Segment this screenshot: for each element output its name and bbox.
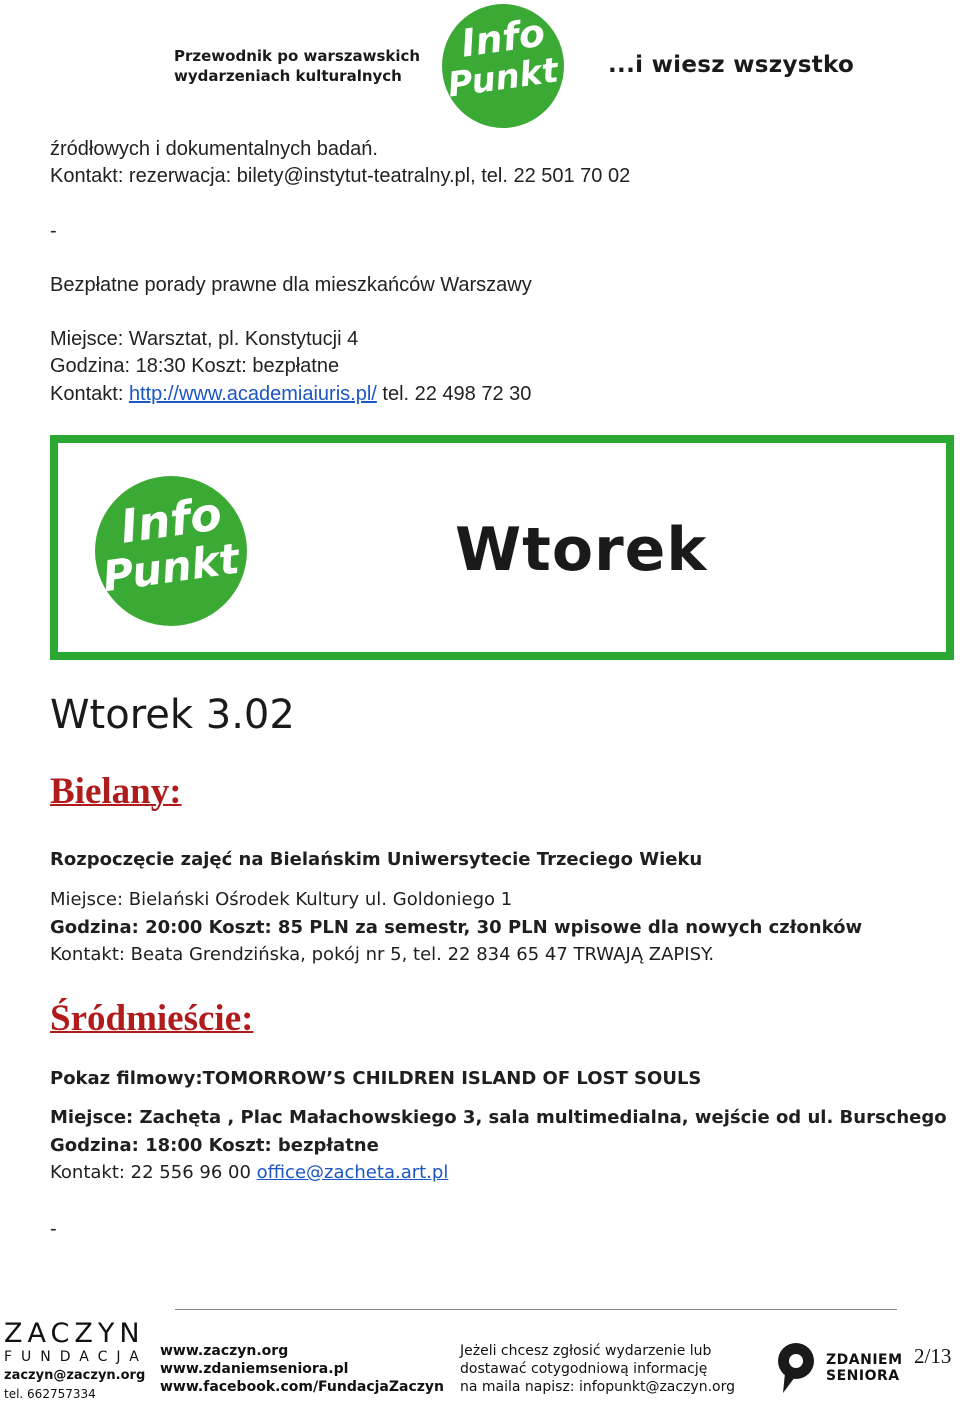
srodmiescie-event-place: Miejsce: Zachęta , Plac Małachowskiego 3, sala multimedialna, wejście od ul. Burschego bbox=[50, 1107, 947, 1128]
day-title: Wtorek 3.02 bbox=[50, 692, 295, 738]
district-heading-srodmiescie: Śródmieście: bbox=[50, 998, 254, 1039]
separator-dash-bottom: - bbox=[50, 1218, 57, 1240]
prev-event-text: źródłowych i dokumentalnych badań. bbox=[50, 138, 378, 160]
footer-email: zaczyn@zaczyn.org bbox=[4, 1368, 146, 1383]
zdaniem-seniora-icon bbox=[775, 1337, 817, 1395]
prev-event-contact: Kontakt: rezerwacja: bilety@instytut-teatralny.pl, tel. 22 501 70 02 bbox=[50, 165, 631, 187]
academiaiuris-link[interactable]: http://www.academiaiuris.pl/ bbox=[128, 383, 377, 405]
zacheta-contact-label: Kontakt: 22 556 96 00 bbox=[50, 1162, 257, 1183]
contact-label: Kontakt: bbox=[50, 383, 129, 405]
footer-site-zdaniemseniora[interactable]: www.zdaniemseniora.pl bbox=[160, 1361, 349, 1377]
footer-site-facebook[interactable]: www.facebook.com/FundacjaZaczyn bbox=[160, 1379, 445, 1395]
bielany-event-details bbox=[50, 886, 862, 969]
footer-info-line2: dostawać cotygodniową informację bbox=[460, 1361, 708, 1377]
bielany-place-label: Miejsce: Bielański Ośrodek Kultury ul. bbox=[50, 889, 393, 910]
zdaniem-seniora-wordmark bbox=[826, 1352, 903, 1384]
banner-infopunkt-logo bbox=[95, 476, 247, 626]
banner-logo-text-punkt: Punkt bbox=[99, 533, 243, 602]
legal-event-place: Miejsce: Warsztat, pl. Konstytucji 4 bbox=[50, 328, 359, 350]
banner-title: Wtorek bbox=[455, 515, 708, 585]
legal-event-time-cost: Godzina: 18:30 Koszt: bezpłatne bbox=[50, 355, 340, 377]
header-tagline bbox=[174, 46, 420, 86]
header-slogan: ...i wiesz wszystko bbox=[608, 52, 855, 78]
district-heading-bielany: Bielany: bbox=[50, 771, 182, 812]
banner-logo-text-info: Info bbox=[116, 486, 225, 554]
legal-event-title: Bezpłatne porady prawne dla mieszkańców Warszawy bbox=[50, 274, 532, 296]
header-tagline-line2: wydarzeniach kulturalnych bbox=[174, 67, 402, 85]
footer-info-line3: na maila napisz: infopunkt@zaczyn.org bbox=[460, 1379, 735, 1395]
footer-divider bbox=[175, 1309, 897, 1310]
bielany-event-place bbox=[50, 886, 862, 914]
footer-site-zaczyn[interactable]: www.zaczyn.org bbox=[160, 1343, 289, 1359]
seniora-word1: ZDANIEM bbox=[826, 1352, 903, 1368]
footer-websites bbox=[160, 1342, 444, 1396]
footer-phone: tel. 662757334 bbox=[4, 1387, 96, 1401]
page-number: 2/13 bbox=[914, 1344, 952, 1368]
srodmiescie-event-details bbox=[50, 1104, 947, 1187]
legal-event-contact bbox=[50, 381, 531, 408]
bielany-event-contact: Kontakt: Beata Grendzińska, pokój nr 5, tel. 22 834 65 47 TRWAJĄ ZAPISY. bbox=[50, 944, 715, 965]
contact-phone: tel. 22 498 72 30 bbox=[376, 383, 532, 405]
seniora-word2: SENIORA bbox=[826, 1368, 900, 1384]
header-tagline-line1: Przewodnik po warszawskich bbox=[174, 47, 421, 65]
bielany-event-time-cost: Godzina: 20:00 Koszt: 85 PLN za semestr, 30 PLN wpisowe dla nowych członków bbox=[50, 916, 863, 938]
srodmiescie-event-title: Pokaz filmowy:TOMORROW’S CHILDREN ISLAND OF LOST SOULS bbox=[50, 1068, 702, 1089]
srodmiescie-event-time-cost: Godzina: 18:00 Koszt: bezpłatne bbox=[50, 1134, 379, 1156]
separator-dash: - bbox=[50, 220, 57, 242]
footer-brand-sub: FUNDACJA bbox=[4, 1349, 148, 1365]
logo-text-info: Info bbox=[458, 10, 548, 66]
infopunkt-logo bbox=[442, 4, 564, 128]
srodmiescie-event-contact bbox=[50, 1159, 947, 1187]
bielany-event-title: Rozpoczęcie zajęć na Bielańskim Uniwersytecie Trzeciego Wieku bbox=[50, 849, 703, 870]
logo-text-punkt: Punkt bbox=[445, 50, 561, 106]
footer-info-line1: Jeżeli chcesz zgłosić wydarzenie lub bbox=[460, 1343, 712, 1359]
bielany-place-rest: Goldoniego 1 bbox=[392, 889, 513, 910]
footer-brand: ZACZYN bbox=[4, 1318, 145, 1349]
zacheta-email-link[interactable]: office@zacheta.art.pl bbox=[256, 1162, 449, 1183]
footer-info bbox=[460, 1342, 735, 1396]
